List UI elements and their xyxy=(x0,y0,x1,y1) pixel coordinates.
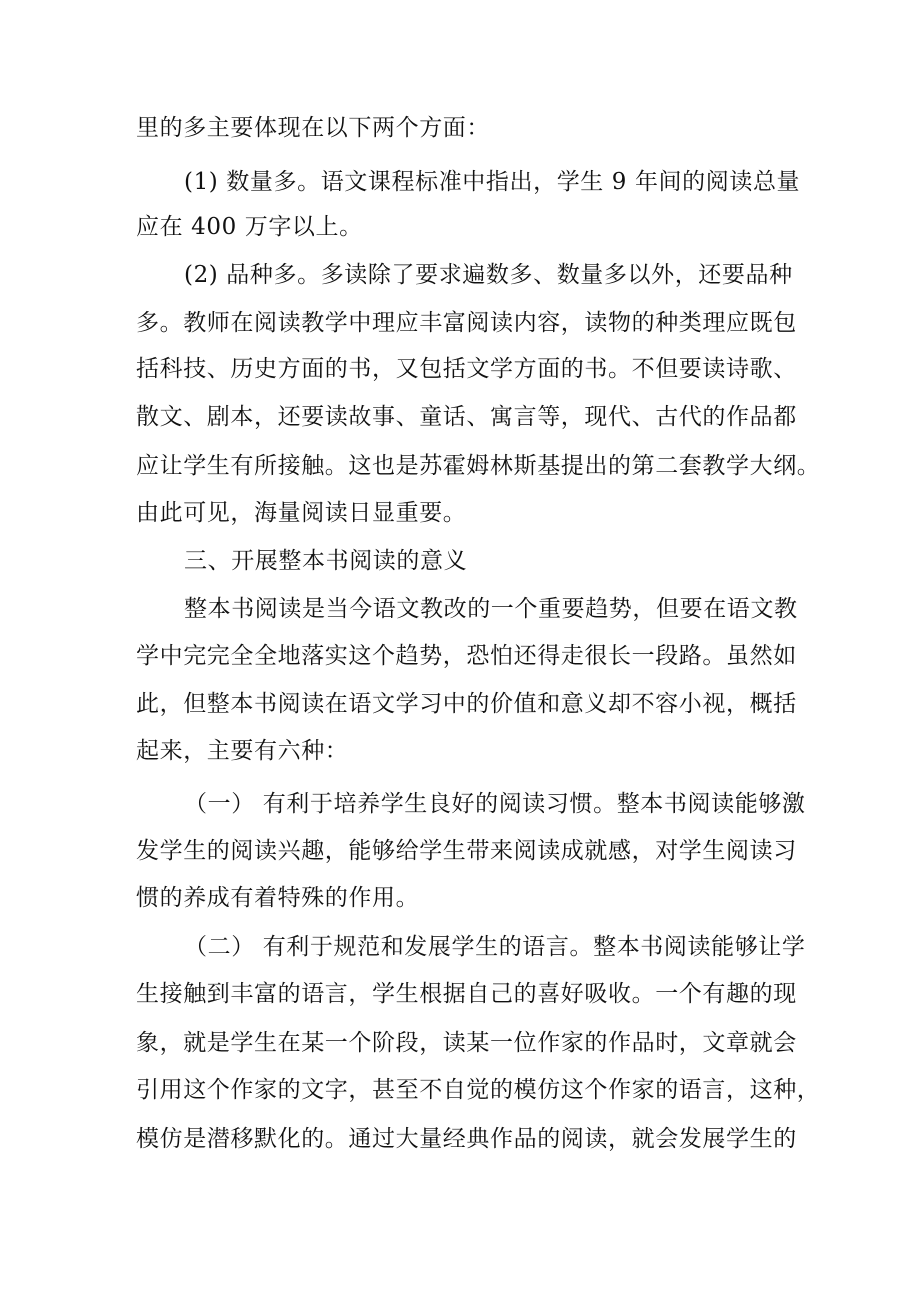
text-line: 生接触到丰富的语言，学生根据自己的喜好吸收。一个有趣的现 xyxy=(136,981,797,1007)
text-line: 应让学生有所接触。这也是苏霍姆林斯基提出的第二套教学大纲。 xyxy=(136,453,821,479)
text-line: 整本书阅读是当今语文教改的一个重要趋势，但要在语文教 xyxy=(184,596,798,622)
text-line: 发学生的阅读兴趣，能够给学生带来阅读成就感，对学生阅读习 xyxy=(136,838,797,864)
text-line: (2) 品种多。多读除了要求遍数多、数量多以外，还要品种 xyxy=(184,262,793,288)
text-line: 由此可见，海量阅读日显重要。 xyxy=(136,500,467,526)
text-line: 引用这个作家的文字，甚至不自觉的模仿这个作家的语言，这种， xyxy=(136,1077,821,1103)
text-line: 多。教师在阅读教学中理应丰富阅读内容，读物的种类理应既包 xyxy=(136,310,797,336)
text-line: 象，就是学生在某一个阶段，读某一位作家的作品时，文章就会 xyxy=(136,1030,797,1056)
text-line: (1) 数量多。语文课程标准中指出，学生 9 年间的阅读总量 xyxy=(184,169,801,195)
text-line: 括科技、历史方面的书，又包括文学方面的书。不但要读诗歌、 xyxy=(136,356,797,382)
text-line: 学中完完全全地落实这个趋势，恐怕还得走很长一段路。虽然如 xyxy=(136,643,797,669)
text-line: 模仿是潜移默化的。通过大量经典作品的阅读，就会发展学生的 xyxy=(136,1126,797,1152)
text-line: 此，但整本书阅读在语文学习中的价值和意义却不容小视，概括 xyxy=(136,691,797,717)
text-line: 应在 400 万字以上。 xyxy=(136,214,363,240)
section-heading: 三、开展整本书阅读的意义 xyxy=(184,548,468,574)
text-line: 散文、剧本，还要读故事、童话、寓言等，现代、古代的作品都 xyxy=(136,404,797,430)
text-line: （二） 有利于规范和发展学生的语言。整本书阅读能够让学 xyxy=(184,934,806,960)
text-line: （一） 有利于培养学生良好的阅读习惯。整本书阅读能够激 xyxy=(184,791,806,817)
text-line: 起来，主要有六种： xyxy=(136,738,349,764)
text-line: 里的多主要体现在以下两个方面： xyxy=(136,115,490,141)
text-line: 惯的养成有着特殊的作用。 xyxy=(136,885,420,911)
